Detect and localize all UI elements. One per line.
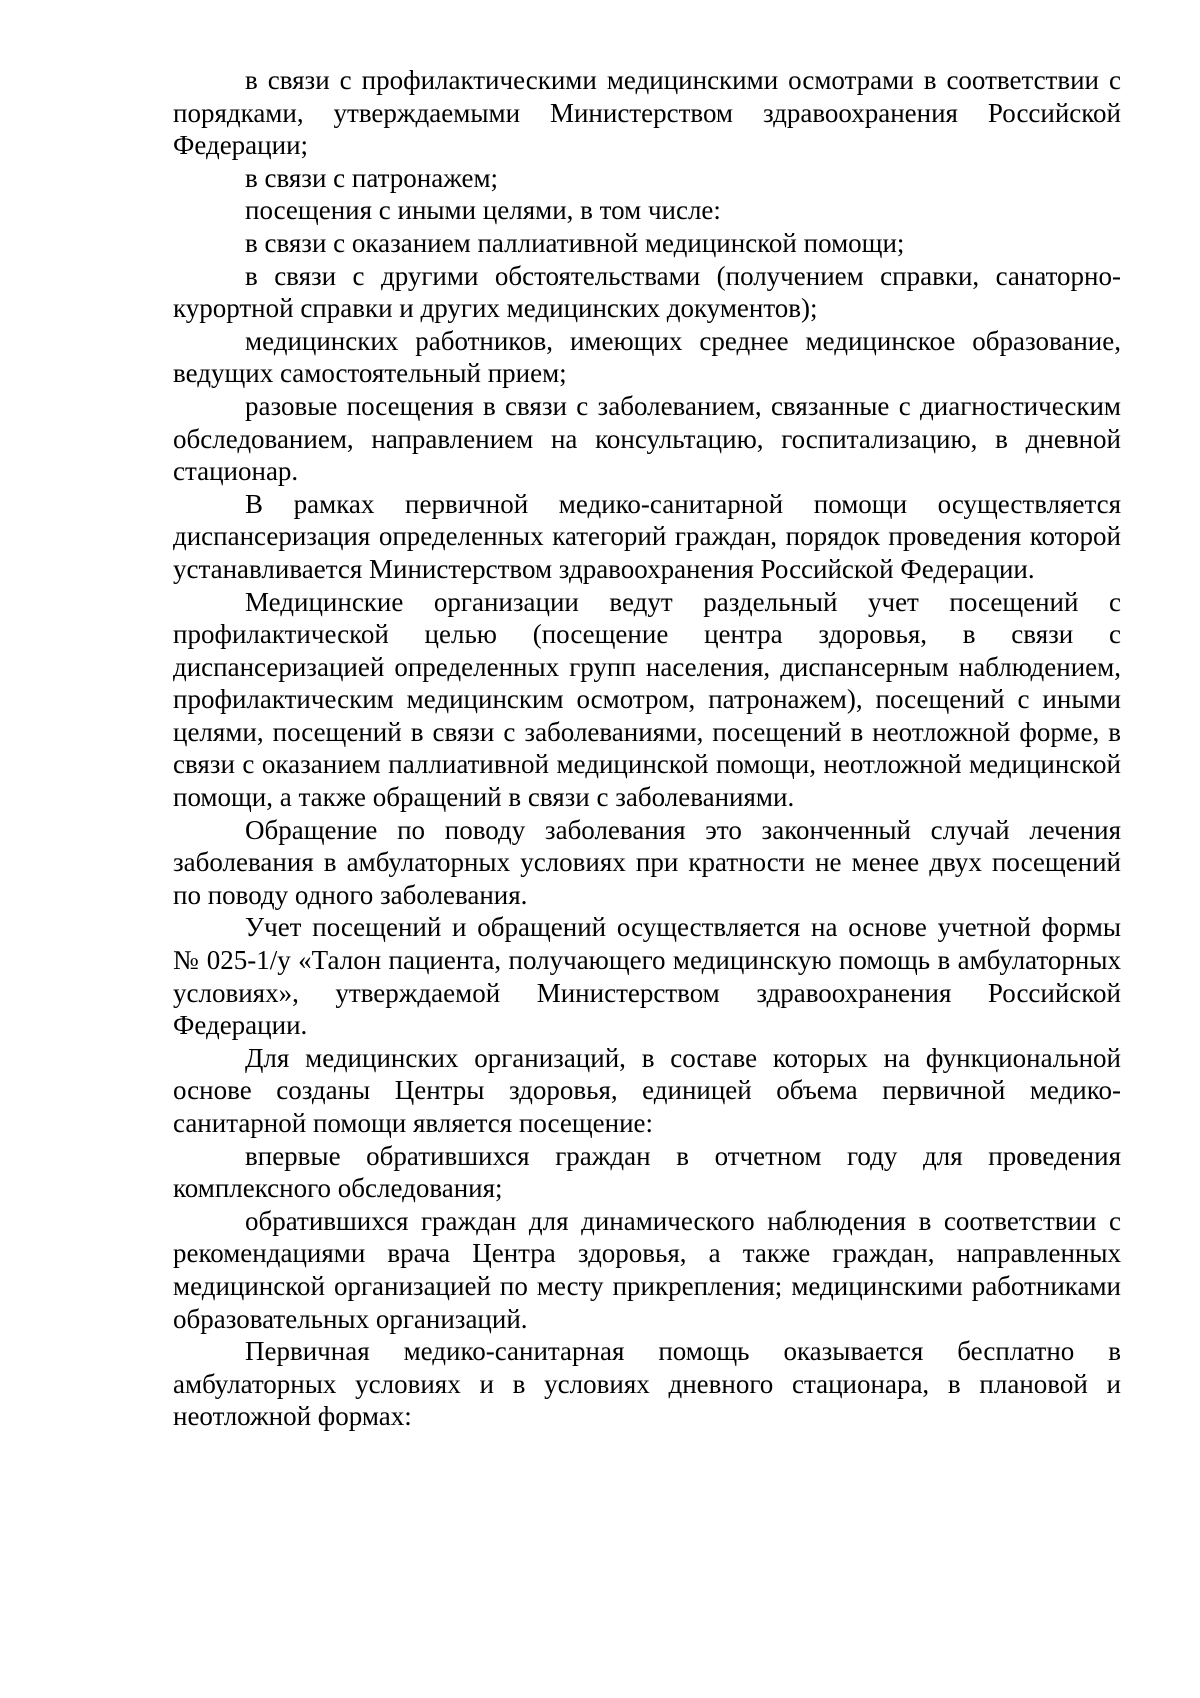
paragraph-health-centers: Для медицинских организаций, в составе которых на функциональной основе созданы Центры здоровья, единицей объема первичной медико-санитарной помощи является посещение: [173, 1042, 1121, 1138]
paragraph-first-time-citizens: впервые обратившихся граждан в отчетном году для проведения комплексного обследования; [173, 1140, 1121, 1204]
paragraph-accounting-form: Учет посещений и обращений осуществляется на основе учетной формы № 025-1/у «Талон пациента, получающего медицинскую помощь в амбулаторных условиях», утверждаемой Министерством здравоохранения Российской Федерации. [173, 912, 1121, 1041]
paragraph-palliative-care: в связи с оказанием паллиативной медицинской помощи; [245, 227, 905, 258]
paragraph-patronage: в связи с патронажем; [245, 162, 499, 193]
paragraph-other-circumstances: в связи с другими обстоятельствами (получением справки, санаторно-курортной справки и других медицинских документов); [173, 260, 1121, 324]
document-page [173, 64, 1121, 1433]
paragraph-disease-appeal: Обращение по поводу заболевания это законченный случай лечения заболевания в амбулаторных условиях при кратности не менее двух посещений по поводу одного заболевания. [173, 814, 1121, 910]
paragraph-dynamic-observation: обратившихся граждан для динамического наблюдения в соответствии с рекомендациями врача Центра здоровья, а также граждан, направленных медицинской организацией по месту прикрепления; медицинскими работниками образовательных организаций. [173, 1205, 1121, 1334]
paragraph-separate-accounting: Медицинские организации ведут раздельный учет посещений с профилактической целью (посещение центра здоровья, в связи с диспансеризацией определенных групп населения, диспансерным наблюдением, профилактическим медицинским осмотром, патронажем), посещений с иными целями, посещений в связи с заболеваниями, посещений в неотложной форме, в связи с оказанием паллиативной медицинской помощи, неотложной медицинской помощи, а также обращений в связи с заболеваниями. [173, 586, 1121, 813]
paragraph-other-purposes: посещения с иными целями, в том числе: [245, 195, 721, 226]
paragraph-single-visits: разовые посещения в связи с заболеванием, связанные с диагностическим обследованием, направлением на консультацию, госпитализацию, в дневной стационар. [173, 390, 1121, 487]
paragraph-secondary-medical-staff: медицинских работников, имеющих среднее медицинское образование, ведущих самостоятельный прием; [173, 325, 1121, 389]
paragraph-preventive-exams: в связи с профилактическими медицинскими осмотрами в соответствии с порядками, утверждаемыми Министерством здравоохранения Российской Федерации; [173, 65, 1121, 161]
paragraph-free-primary-care: Первичная медико-санитарная помощь оказывается бесплатно в амбулаторных условиях и в условиях дневного стационара, в плановой и неотложной формах: [173, 1336, 1121, 1432]
paragraph-dispensarization: В рамках первичной медико-санитарной помощи осуществляется диспансеризация определенных категорий граждан, порядок проведения которой устанавливается Министерством здравоохранения Российской Федерации. [173, 488, 1121, 584]
